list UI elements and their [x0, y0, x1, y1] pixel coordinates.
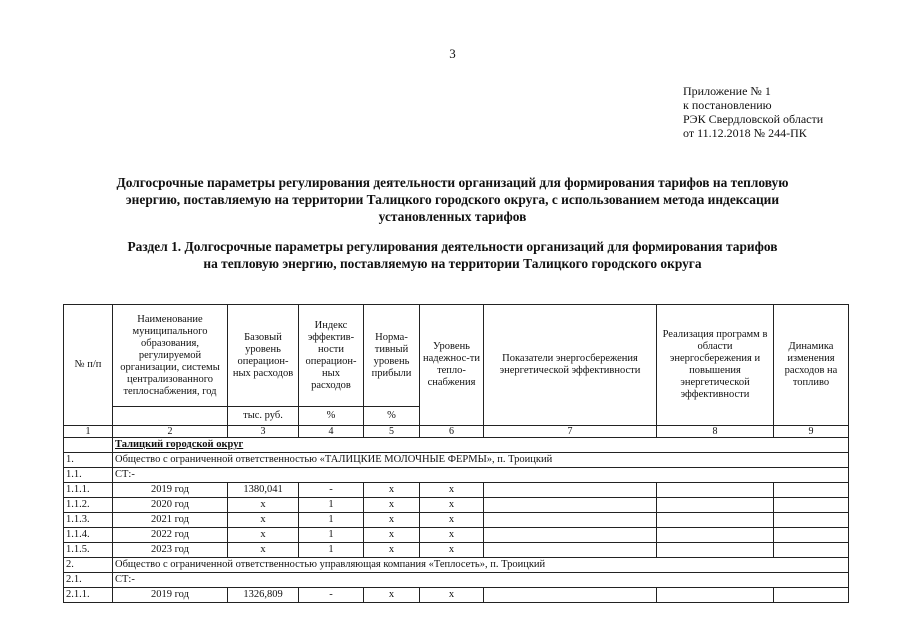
efficiency-index-cell: 1 — [299, 528, 364, 543]
appendix-block — [683, 84, 823, 140]
district-name: Талицкий городской округ — [113, 438, 849, 453]
row-number — [64, 438, 113, 453]
energy-saving-cell — [484, 483, 657, 498]
organization-name: Общество с ограниченной ответственностью «ТАЛИЦКИЕ МОЛОЧНЫЕ ФЕРМЫ», п. Троицкий — [113, 453, 849, 468]
programs-cell — [657, 513, 774, 528]
title-line: Долгосрочные параметры регулирования деятельности организаций для формирования тарифов на тепловую — [116, 175, 789, 190]
table-row — [64, 453, 849, 468]
row-number: 1.1.2. — [64, 498, 113, 513]
base-opex-cell: х — [228, 513, 299, 528]
column-number: 8 — [657, 426, 774, 438]
programs-cell — [657, 543, 774, 558]
row-number: 2.1. — [64, 573, 113, 588]
row-number: 1.1.1. — [64, 483, 113, 498]
column-number: 6 — [420, 426, 484, 438]
efficiency-index-cell: 1 — [299, 498, 364, 513]
fuel-dynamics-cell — [774, 513, 849, 528]
row-number: 1.1.3. — [64, 513, 113, 528]
section-title — [60, 238, 845, 272]
reliability-cell: х — [420, 483, 484, 498]
fuel-dynamics-cell — [774, 483, 849, 498]
header-efficiency-index: Индекс эффектив-ности операцион-ных расходов — [299, 305, 364, 407]
profit-level-cell: х — [364, 588, 420, 603]
column-number: 9 — [774, 426, 849, 438]
table-row — [64, 588, 849, 603]
header-number: № п/п — [64, 305, 113, 426]
title-line: энергию, поставляемую на территории Талицкого городского округа, с использованием метода индексации — [125, 192, 780, 207]
appendix-line: к постановлению — [683, 98, 772, 112]
profit-level-cell: х — [364, 498, 420, 513]
column-number: 5 — [364, 426, 420, 438]
organization-name: Общество с ограниченной ответственностью управляющая компания «Теплосеть», п. Троицкий — [113, 558, 849, 573]
fuel-dynamics-cell — [774, 588, 849, 603]
base-opex-cell: 1326,809 — [228, 588, 299, 603]
profit-level-cell: х — [364, 513, 420, 528]
base-opex-cell: х — [228, 498, 299, 513]
system-label: СТ:- — [113, 468, 849, 483]
row-number: 2. — [64, 558, 113, 573]
column-number: 1 — [64, 426, 113, 438]
fuel-dynamics-cell — [774, 528, 849, 543]
unit-percent: % — [299, 407, 364, 426]
table-row — [64, 528, 849, 543]
table-row — [64, 513, 849, 528]
section-title-line: Раздел 1. Долгосрочные параметры регулирования деятельности организаций для формирования тарифов — [127, 239, 778, 254]
column-number: 3 — [228, 426, 299, 438]
table-row — [64, 543, 849, 558]
profit-level-cell: х — [364, 528, 420, 543]
year-cell: 2020 год — [113, 498, 228, 513]
efficiency-index-cell: 1 — [299, 543, 364, 558]
year-cell: 2022 год — [113, 528, 228, 543]
efficiency-index-cell: 1 — [299, 513, 364, 528]
fuel-dynamics-cell — [774, 543, 849, 558]
row-number: 1.1.5. — [64, 543, 113, 558]
row-number: 1.1.4. — [64, 528, 113, 543]
row-number: 1.1. — [64, 468, 113, 483]
header-fuel-dynamics: Динамика изменения расходов на топливо — [774, 305, 849, 426]
column-number: 7 — [484, 426, 657, 438]
efficiency-index-cell: - — [299, 483, 364, 498]
table-row — [64, 468, 849, 483]
header-name: Наименование муниципального образования, регулируемой организации, системы централизованного теплоснабжения, год — [113, 305, 228, 407]
header-reliability: Уровень надежнос-ти тепло-снабжения — [420, 305, 484, 426]
column-number: 2 — [113, 426, 228, 438]
reliability-cell: х — [420, 498, 484, 513]
reliability-cell: х — [420, 543, 484, 558]
header-programs: Реализация программ в области энергосбережения и повышения энергетической эффективности — [657, 305, 774, 426]
unit-empty — [113, 407, 228, 426]
appendix-line: Приложение № 1 — [683, 84, 771, 98]
reliability-cell: х — [420, 513, 484, 528]
programs-cell — [657, 483, 774, 498]
base-opex-cell: х — [228, 543, 299, 558]
base-opex-cell: 1380,041 — [228, 483, 299, 498]
header-base-opex: Базовый уровень операцион-ных расходов — [228, 305, 299, 407]
reliability-cell: х — [420, 588, 484, 603]
table-row — [64, 558, 849, 573]
row-number: 2.1.1. — [64, 588, 113, 603]
year-cell: 2019 год — [113, 588, 228, 603]
efficiency-index-cell: - — [299, 588, 364, 603]
title-line: установленных тарифов — [378, 209, 527, 224]
system-label: СТ:- — [113, 573, 849, 588]
table-row — [64, 483, 849, 498]
unit-percent: % — [364, 407, 420, 426]
fuel-dynamics-cell — [774, 498, 849, 513]
reliability-cell: х — [420, 528, 484, 543]
year-cell: 2023 год — [113, 543, 228, 558]
unit-thousand-rub: тыс. руб. — [228, 407, 299, 426]
table-row — [64, 498, 849, 513]
programs-cell — [657, 528, 774, 543]
column-number: 4 — [299, 426, 364, 438]
appendix-line: от 11.12.2018 № 244-ПК — [683, 126, 807, 140]
header-profit-level: Норма-тивный уровень прибыли — [364, 305, 420, 407]
profit-level-cell: х — [364, 483, 420, 498]
section-title-line: на тепловую энергию, поставляемую на территории Талицкого городского округа — [203, 256, 702, 271]
row-number: 1. — [64, 453, 113, 468]
energy-saving-cell — [484, 513, 657, 528]
table-row — [64, 438, 849, 453]
page-number: 3 — [449, 46, 456, 61]
year-cell: 2021 год — [113, 513, 228, 528]
energy-saving-cell — [484, 588, 657, 603]
energy-saving-cell — [484, 543, 657, 558]
document-title — [60, 174, 845, 225]
profit-level-cell: х — [364, 543, 420, 558]
base-opex-cell: х — [228, 528, 299, 543]
appendix-line: РЭК Свердловской области — [683, 112, 824, 126]
programs-cell — [657, 588, 774, 603]
programs-cell — [657, 498, 774, 513]
parameters-table — [63, 304, 849, 603]
year-cell: 2019 год — [113, 483, 228, 498]
table-row — [64, 573, 849, 588]
header-energy-saving: Показатели энергосбережения энергетической эффективности — [484, 305, 657, 426]
energy-saving-cell — [484, 498, 657, 513]
energy-saving-cell — [484, 528, 657, 543]
